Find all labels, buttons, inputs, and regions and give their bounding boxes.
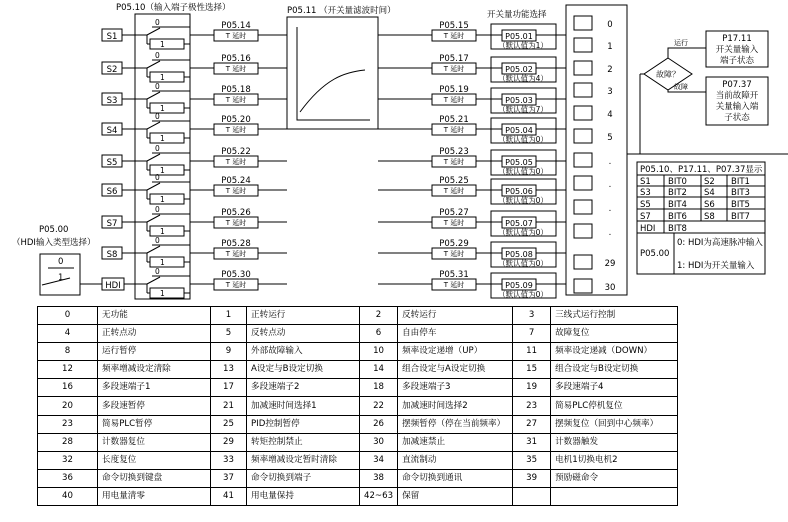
function-code: 37 — [211, 469, 247, 487]
function-desc: 多段速端子2 — [247, 379, 360, 397]
function-code: 30 — [360, 433, 398, 451]
polarity-zero: 0 — [155, 173, 160, 182]
function-slot-label: 29 — [604, 259, 616, 269]
polarity-zero: 0 — [155, 144, 160, 153]
delay-off-code: P05.27 — [439, 208, 469, 218]
function-slot — [574, 255, 615, 269]
terminal-label: S1 — [106, 32, 118, 42]
delay-off-code: P05.31 — [439, 270, 469, 280]
p0737-line1: 当前故障开 — [715, 91, 759, 101]
function-code: 31 — [513, 433, 551, 451]
polarity-zero: 0 — [155, 205, 160, 214]
delay-off-label: T 延时 — [443, 281, 465, 289]
function-slot — [574, 129, 613, 143]
polarity-zero: 0 — [155, 267, 160, 276]
function-code: 41 — [211, 487, 247, 505]
delay-on-code: P05.22 — [221, 147, 251, 157]
polarity-zero: 0 — [155, 51, 160, 60]
function-code: 36 — [38, 469, 98, 487]
delay-off-code: P05.19 — [439, 85, 469, 95]
function-code — [513, 487, 551, 505]
delay-off-code: P05.17 — [439, 54, 469, 64]
delay-off-label: T 延时 — [443, 65, 465, 73]
filter-time-title: P05.11 （开关量滤波时间） — [287, 6, 396, 16]
function-desc: 正转运行 — [247, 307, 360, 325]
function-row — [38, 325, 678, 343]
function-default: （默认值为7） — [498, 105, 548, 114]
bit-table-cell: S4 — [704, 188, 715, 198]
polarity-one: 1 — [160, 104, 165, 113]
hdi-desc-0: 0: HDI为高速脉冲输入 — [677, 238, 763, 248]
function-table — [37, 306, 678, 506]
function-default: （默认值为0） — [498, 259, 548, 268]
fault-question: 故障？ — [656, 70, 680, 79]
function-desc: 反转运行 — [398, 307, 513, 325]
function-slots-block — [566, 5, 627, 295]
function-code: 39 — [513, 469, 551, 487]
terminal-label: S6 — [106, 187, 118, 197]
function-default: （默认值为0） — [498, 228, 548, 237]
function-desc: 故障复位 — [551, 325, 678, 343]
function-code: 29 — [211, 433, 247, 451]
function-desc: 正转点动 — [98, 325, 211, 343]
fault-label: 故障 — [674, 83, 688, 91]
function-code: 12 — [38, 361, 98, 379]
inverter-box — [150, 39, 184, 49]
bit-table-cell: S2 — [704, 177, 715, 187]
function-desc: 摆频复位（回到中心频率） — [551, 415, 678, 433]
delay-on-label: T 延时 — [225, 96, 247, 104]
function-slot-label: 30 — [604, 283, 616, 293]
delay-on-code: P05.28 — [221, 239, 251, 249]
polarity-one: 1 — [160, 73, 165, 82]
input-row-s7 — [102, 205, 566, 237]
delay-off-label: T 延时 — [443, 219, 465, 227]
inverter-box — [150, 72, 184, 82]
function-code: 5 — [211, 325, 247, 343]
inverter-box — [150, 257, 184, 267]
delay-off-label: T 延时 — [443, 96, 465, 104]
function-slot-label: 0 — [607, 20, 613, 30]
function-row — [38, 397, 678, 415]
input-row-s8 — [102, 236, 566, 268]
function-slot-label: 3 — [607, 87, 613, 97]
input-row-s1 — [102, 18, 566, 50]
delay-on-code: P05.30 — [221, 270, 251, 280]
function-row — [38, 415, 678, 433]
function-default: （默认值为1） — [498, 41, 548, 50]
terminal-label: HDI — [105, 281, 121, 291]
function-param-code: P05.09 — [505, 281, 533, 290]
bit-table-cell: BIT0 — [668, 177, 687, 187]
function-code: 10 — [360, 343, 398, 361]
function-param-code: P05.06 — [505, 187, 533, 196]
function-slot — [574, 16, 613, 30]
delay-on-label: T 延时 — [225, 281, 247, 289]
function-default: （默认值为0） — [498, 196, 548, 205]
bit-table-cell: S8 — [704, 212, 715, 222]
function-desc: 预励磁命令 — [551, 469, 678, 487]
function-param-code: P05.07 — [505, 219, 533, 228]
function-desc: 用电量保持 — [247, 487, 360, 505]
function-code: 21 — [211, 397, 247, 415]
function-slot — [574, 200, 611, 214]
inverter-box — [150, 226, 184, 236]
delay-off-label: T 延时 — [443, 250, 465, 258]
function-param-code: P05.01 — [505, 32, 533, 41]
function-code: 40 — [38, 487, 98, 505]
delay-on-code: P05.24 — [221, 176, 251, 186]
delay-off-code: P05.25 — [439, 176, 469, 186]
function-desc: 加减速时间选择1 — [247, 397, 360, 415]
function-slot-label: 1 — [607, 42, 613, 52]
delay-off-label: T 延时 — [443, 158, 465, 166]
terminal-label: S2 — [106, 65, 118, 75]
function-row — [38, 451, 678, 469]
function-row — [38, 487, 678, 505]
function-desc: 频率增减设定暂时清除 — [247, 451, 360, 469]
bit-table-cell: BIT3 — [731, 188, 750, 198]
bit-table-cell: BIT2 — [668, 188, 687, 198]
polarity-select-title: P05.10（输入端子极性选择） — [116, 3, 231, 13]
bit-table-cell: S5 — [640, 200, 651, 210]
function-desc: 多段速端子3 — [398, 379, 513, 397]
polarity-one: 1 — [160, 258, 165, 267]
function-code: 14 — [360, 361, 398, 379]
polarity-block — [135, 14, 190, 299]
function-code: 26 — [360, 415, 398, 433]
function-slot — [574, 224, 611, 238]
bit-table-cell: BIT5 — [731, 200, 750, 210]
inverter-box — [150, 288, 184, 298]
bit-table-cell: HDI — [640, 224, 656, 234]
p1711-line1: 开关量输入 — [715, 45, 759, 55]
function-code: 23 — [38, 415, 98, 433]
function-slot — [574, 279, 615, 293]
function-desc: 用电量清零 — [98, 487, 211, 505]
function-desc: 转矩控制禁止 — [247, 433, 360, 451]
function-code: 9 — [211, 343, 247, 361]
function-code: 11 — [513, 343, 551, 361]
function-code: 38 — [360, 469, 398, 487]
function-code: 20 — [38, 397, 98, 415]
function-desc: A设定与B设定切换 — [247, 361, 360, 379]
function-desc: 加减速禁止 — [398, 433, 513, 451]
function-slot-label: . — [608, 228, 612, 238]
function-code: 7 — [513, 325, 551, 343]
terminal-label: S5 — [106, 158, 118, 168]
function-desc: 直流制动 — [398, 451, 513, 469]
function-code: 33 — [211, 451, 247, 469]
delay-on-label: T 延时 — [225, 187, 247, 195]
function-param-code: P05.03 — [505, 96, 533, 105]
function-desc: 加减速时间选择2 — [398, 397, 513, 415]
function-code: 34 — [360, 451, 398, 469]
function-code: 18 — [360, 379, 398, 397]
bit-table-cell: BIT6 — [668, 212, 687, 222]
function-desc: 命令切换到键盘 — [98, 469, 211, 487]
function-desc: 多段速暂停 — [98, 397, 211, 415]
delay-on-label: T 延时 — [225, 32, 247, 40]
delay-off-code: P05.29 — [439, 239, 469, 249]
p1711-line2: 端子状态 — [719, 56, 755, 66]
function-desc: 运行暂停 — [98, 343, 211, 361]
function-slot — [574, 38, 613, 52]
function-default: （默认值为0） — [498, 290, 548, 299]
inverter-box — [150, 194, 184, 204]
terminal-label: S3 — [106, 96, 118, 106]
bit-table-cell: BIT8 — [668, 224, 687, 234]
hdi-type-code: P05.00 — [39, 225, 69, 235]
function-select-title: 开关量功能选择 — [487, 10, 547, 20]
function-desc: 组合设定与A设定切换 — [398, 361, 513, 379]
function-slot-label: 5 — [607, 133, 613, 143]
function-desc: 组合设定与B设定切换 — [551, 361, 678, 379]
delay-off-code: P05.23 — [439, 147, 469, 157]
function-param-code: P05.05 — [505, 158, 533, 167]
bit-table-cell: BIT1 — [731, 177, 750, 187]
function-code: 42~63 — [360, 487, 398, 505]
function-desc: 摆频暂停（停在当前频率） — [398, 415, 513, 433]
function-param-code: P05.08 — [505, 250, 533, 259]
input-row-s4 — [102, 112, 566, 144]
p1711-code: P17.11 — [722, 34, 752, 44]
hdi-type-label: （HDI输入类型选择） — [12, 238, 96, 248]
input-row-s6 — [102, 173, 566, 205]
function-desc: 无功能 — [98, 307, 211, 325]
delay-off-code: P05.21 — [439, 115, 469, 125]
terminal-label: S8 — [106, 250, 118, 260]
filter-axes — [297, 27, 370, 120]
polarity-zero: 0 — [155, 112, 160, 121]
function-desc: 命令切换到通讯 — [398, 469, 513, 487]
polarity-zero: 0 — [155, 236, 160, 245]
function-code: 1 — [211, 307, 247, 325]
function-default: （默认值为0） — [498, 135, 548, 144]
p0737-line3: 子状态 — [724, 113, 750, 123]
bit-table-cell: S3 — [640, 188, 651, 198]
filter-curve — [300, 70, 365, 112]
function-desc: 频率设定递增（UP） — [398, 343, 513, 361]
function-row — [38, 433, 678, 451]
delay-on-label: T 延时 — [225, 158, 247, 166]
function-slot — [574, 83, 613, 97]
polarity-one: 1 — [160, 289, 165, 298]
function-code: 2 — [360, 307, 398, 325]
function-slot — [574, 176, 611, 190]
function-desc: 三线式运行控制 — [551, 307, 678, 325]
function-code: 4 — [38, 325, 98, 343]
hdi-type-pos0: 0 — [58, 257, 64, 267]
polarity-zero: 0 — [155, 82, 160, 91]
function-code: 35 — [513, 451, 551, 469]
terminal-label: S7 — [106, 219, 118, 229]
hdi-desc-1: 1: HDI为开关量输入 — [677, 261, 755, 271]
function-desc: 多段速端子1 — [98, 379, 211, 397]
function-slot — [574, 153, 611, 167]
function-row — [38, 469, 678, 487]
function-slot-label: 2 — [607, 65, 613, 75]
function-code: 6 — [360, 325, 398, 343]
bit-table-cell: BIT4 — [668, 200, 687, 210]
function-code: 13 — [211, 361, 247, 379]
delay-on-code: P05.20 — [221, 115, 251, 125]
delay-on-label: T 延时 — [225, 250, 247, 258]
delay-on-label: T 延时 — [225, 65, 247, 73]
function-desc: 简易PLC停机复位 — [551, 397, 678, 415]
p0737-code: P07.37 — [722, 80, 752, 90]
p0737-line2: 关量输入端 — [715, 102, 759, 112]
delay-on-label: T 延时 — [225, 126, 247, 134]
inverter-box — [150, 133, 184, 143]
polarity-one: 1 — [160, 40, 165, 49]
function-code: 28 — [38, 433, 98, 451]
function-code: 15 — [513, 361, 551, 379]
function-desc: 自由停车 — [398, 325, 513, 343]
function-row — [38, 361, 678, 379]
function-desc: 频率增减设定清除 — [98, 361, 211, 379]
hdi-type-pos1: 1 — [58, 273, 64, 283]
bit-table-cell: S6 — [704, 200, 715, 210]
function-code: 27 — [513, 415, 551, 433]
function-slot-label: . — [608, 157, 612, 167]
function-default: （默认值为4） — [498, 74, 548, 83]
function-code: 23 — [513, 397, 551, 415]
function-code: 8 — [38, 343, 98, 361]
function-code: 19 — [513, 379, 551, 397]
function-code: 0 — [38, 307, 98, 325]
function-code: 3 — [513, 307, 551, 325]
function-desc: 反转点动 — [247, 325, 360, 343]
delay-off-label: T 延时 — [443, 32, 465, 40]
function-param-code: P05.02 — [505, 65, 533, 74]
p0500-cell: P05.00 — [640, 249, 670, 259]
bit-table-cell: BIT7 — [731, 212, 750, 222]
function-desc: 多段速端子4 — [551, 379, 678, 397]
input-row-hdi — [102, 267, 566, 299]
delay-on-code: P05.14 — [221, 21, 251, 31]
polarity-one: 1 — [160, 166, 165, 175]
function-param-code: P05.04 — [505, 126, 533, 135]
delay-off-label: T 延时 — [443, 126, 465, 134]
delay-on-code: P05.26 — [221, 208, 251, 218]
function-code: 22 — [360, 397, 398, 415]
delay-off-label: T 延时 — [443, 187, 465, 195]
run-label: 运行 — [674, 39, 688, 47]
input-row-s5 — [102, 144, 566, 176]
function-code: 16 — [38, 379, 98, 397]
polarity-one: 1 — [160, 195, 165, 204]
function-desc: 长度复位 — [98, 451, 211, 469]
function-desc: 命令切换到端子 — [247, 469, 360, 487]
polarity-zero: 0 — [155, 18, 160, 27]
function-desc: PID控制暂停 — [247, 415, 360, 433]
bit-table-cell: S1 — [640, 177, 651, 187]
function-desc: 频率设定递减（DOWN） — [551, 343, 678, 361]
terminal-label: S4 — [106, 126, 118, 136]
bit-table-title: P05.10、P17.11、P07.37显示 — [640, 165, 763, 175]
function-slot — [574, 106, 613, 120]
function-slot-label: 4 — [607, 110, 613, 120]
function-desc: 简易PLC暂停 — [98, 415, 211, 433]
filter-block — [287, 17, 378, 129]
function-slot-label: . — [608, 180, 612, 190]
delay-off-code: P05.15 — [439, 21, 469, 31]
polarity-one: 1 — [160, 227, 165, 236]
function-row — [38, 343, 678, 361]
function-desc: 外部故障输入 — [247, 343, 360, 361]
input-row-s2 — [102, 51, 566, 83]
function-code: 17 — [211, 379, 247, 397]
function-default: （默认值为0） — [498, 167, 548, 176]
function-desc: 计数器复位 — [98, 433, 211, 451]
function-slot — [574, 61, 613, 75]
function-row — [38, 307, 678, 325]
function-desc — [551, 487, 678, 505]
bit-table-cell: S7 — [640, 212, 651, 222]
polarity-one: 1 — [160, 134, 165, 143]
function-slot-label: . — [608, 204, 612, 214]
delay-on-label: T 延时 — [225, 219, 247, 227]
function-code: 32 — [38, 451, 98, 469]
function-desc: 计数器触发 — [551, 433, 678, 451]
function-code: 25 — [211, 415, 247, 433]
function-desc: 电机1切换电机2 — [551, 451, 678, 469]
input-row-s3 — [102, 82, 566, 114]
delay-on-code: P05.18 — [221, 85, 251, 95]
function-row — [38, 379, 678, 397]
delay-on-code: P05.16 — [221, 54, 251, 64]
function-desc: 保留 — [398, 487, 513, 505]
